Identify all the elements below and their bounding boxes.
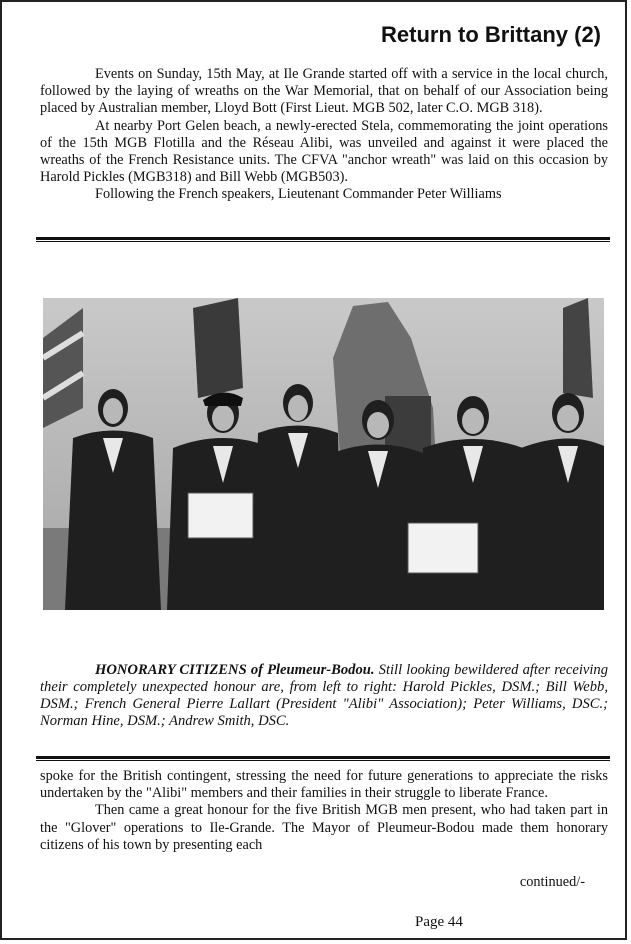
group-photo-icon <box>43 298 604 610</box>
page-title: Return to Brittany (2) <box>381 22 601 47</box>
paragraph: Following the French speakers, Lieutenant Commander Peter Williams <box>95 186 502 203</box>
divider <box>36 237 610 242</box>
divider <box>36 756 610 761</box>
caption-lead: HONORARY CITIZENS of Pleumeur-Bodou. <box>95 662 375 678</box>
article-bottom <box>40 768 608 854</box>
paragraph: At nearby Port Gelen beach, a newly-erected Stela, commemorating the joint operations of the 15th MGB Flotilla and the Réseau Alibi, was unveiled and against it were placed the wreaths of the French Resistance units. The CFVA "anchor wreath" was laid on this occasion by Harold Pickles (MGB318) and Bill Webb (MGB503). <box>40 117 608 186</box>
page-number: Page 44 <box>415 914 463 930</box>
paragraph: spoke for the British contingent, stressing the need for future generations to appreciate the risks undertaken by the "Alibi" members and their families in their struggle to liberate France. <box>40 768 608 802</box>
photo-caption <box>40 662 608 730</box>
paragraph: Events on Sunday, 15th May, at Ile Grande started off with a service in the local church, followed by the laying of wreaths on the War Memorial, that on behalf of our Association being placed by Australian member, Lloyd Bott (First Lieut. MGB 502, later C.O. MGB 318). <box>40 66 608 117</box>
article-top <box>40 66 608 204</box>
caption-text: Still looking bewildered after receiving their completely unexpected honour are, from left to right: Harold Pickles, DSM.; Bill Webb, DSM.; French General Pierre Lallart (President "Alibi" Association); Peter Williams, DSC.; Norman Hine, DSM.; Andrew Smith, DSC. <box>40 662 608 729</box>
paragraph: Then came a great honour for the five British MGB men present, who had taken part in the "Glover" operations to Ile-Grande. The Mayor of Pleumeur-Bodou made them honorary citizens of his town by presenting each <box>40 802 608 853</box>
group-photo <box>43 298 604 610</box>
continued-note: continued/- <box>519 874 585 890</box>
